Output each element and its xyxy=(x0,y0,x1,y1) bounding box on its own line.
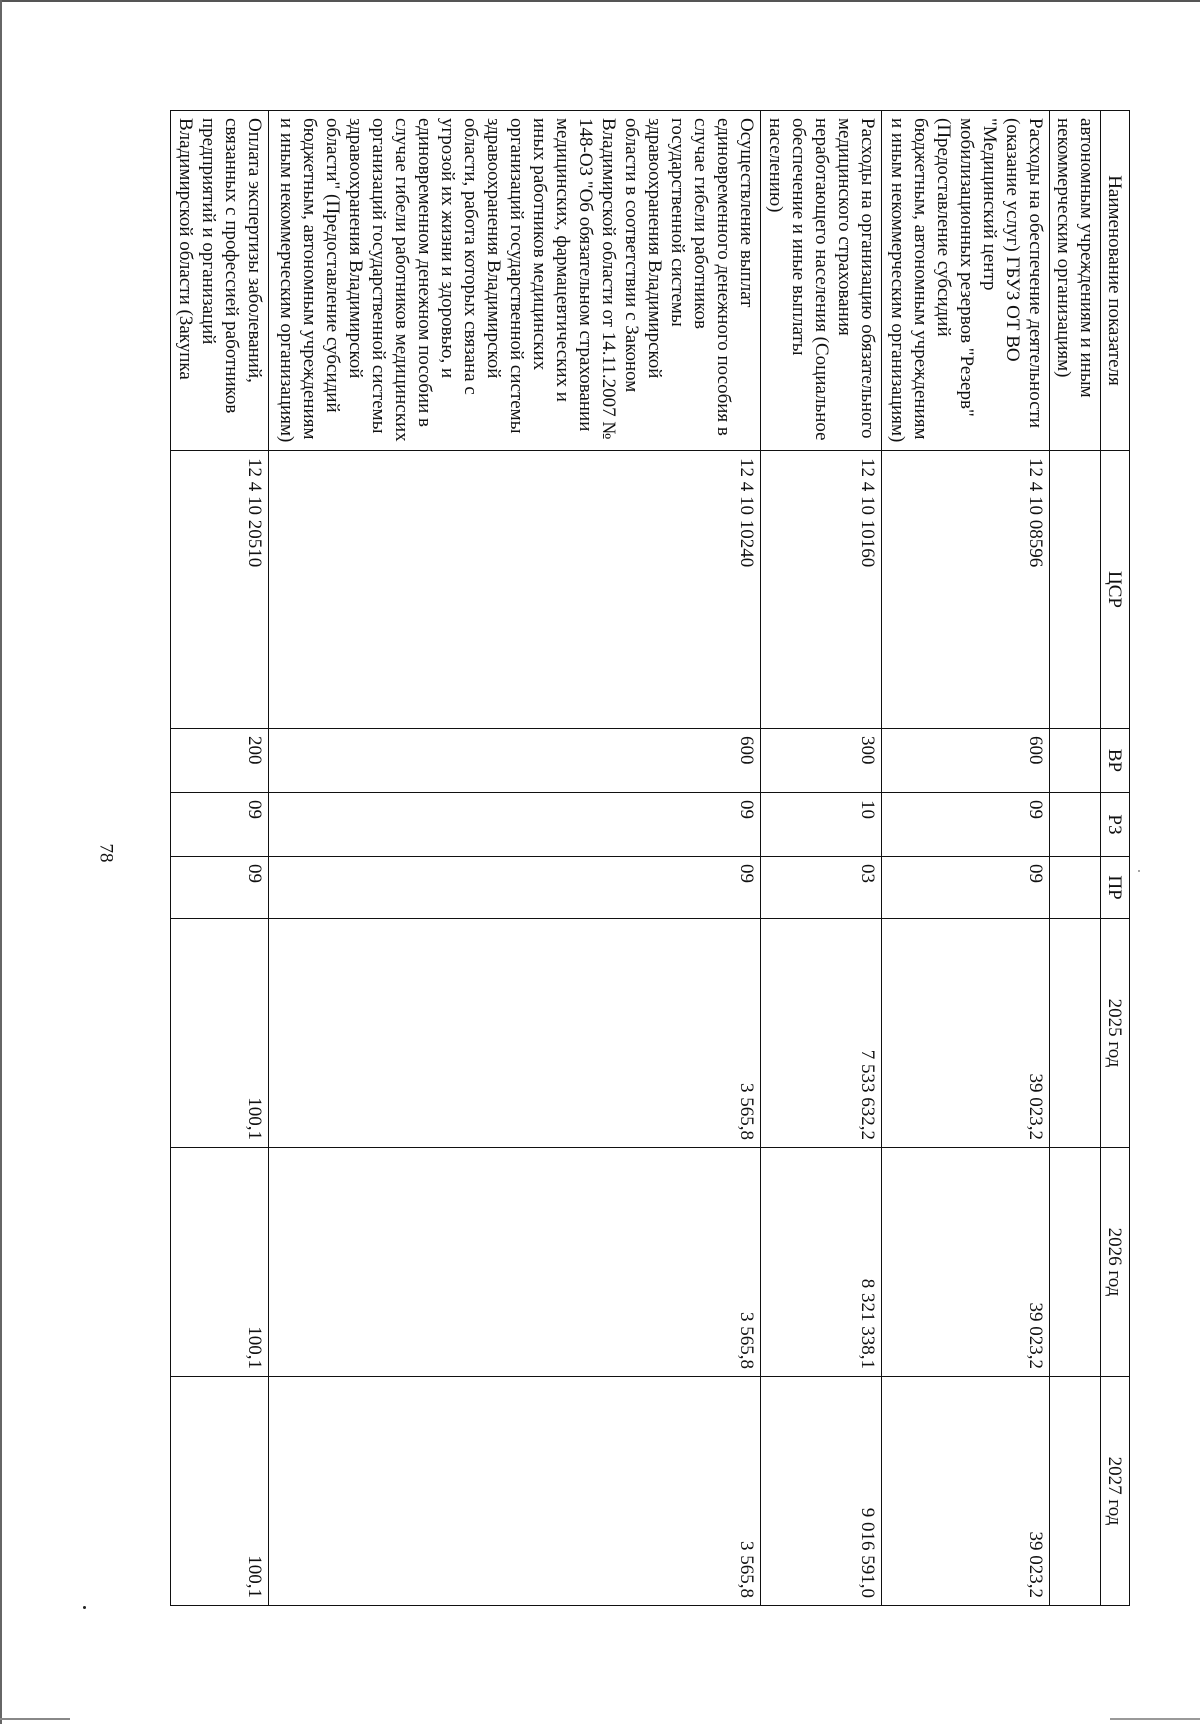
row-pr: 09 xyxy=(882,857,1049,919)
row-pr: 09 xyxy=(268,857,760,919)
row-rz: 09 xyxy=(268,793,760,857)
row-rz: 09 xyxy=(882,793,1049,857)
page-number: 78 xyxy=(95,843,117,863)
row-csr: 12 4 10 10160 xyxy=(761,451,882,729)
row-2025: 3 565,8 xyxy=(268,919,760,1148)
budget-table xyxy=(170,110,1130,1606)
row-rz: 09 xyxy=(171,793,269,857)
row-vr: 600 xyxy=(268,729,760,793)
row-2025: 7 533 632,2 xyxy=(761,919,882,1148)
row-name: Оплата экспертизы заболеваний, связанных с профессией работников предприятий и организаций Владимирской области (Закупка xyxy=(171,111,269,451)
row-name: автономным учреждениям и иным некоммерческим организациям) xyxy=(1049,111,1100,451)
row-2026 xyxy=(1049,1148,1100,1377)
row-csr: 12 4 10 20510 xyxy=(171,451,269,729)
row-2025 xyxy=(1049,919,1100,1148)
header-csr: ЦСР xyxy=(1101,451,1130,729)
row-vr: 200 xyxy=(171,729,269,793)
table-row xyxy=(882,111,1049,1606)
scan-edge-left xyxy=(0,0,2,1724)
row-vr: 300 xyxy=(761,729,882,793)
row-2027 xyxy=(1049,1377,1100,1606)
row-vr xyxy=(1049,729,1100,793)
table-row xyxy=(761,111,882,1606)
row-pr xyxy=(1049,857,1100,919)
rotated-table xyxy=(170,110,1130,1605)
row-2027: 39 023,2 xyxy=(882,1377,1049,1606)
scan-speck xyxy=(1138,870,1140,872)
row-pr: 03 xyxy=(761,857,882,919)
row-2025: 100,1 xyxy=(171,919,269,1148)
row-2026: 100,1 xyxy=(171,1148,269,1377)
row-2027: 9 016 591,0 xyxy=(761,1377,882,1606)
scan-edge-top xyxy=(0,0,1200,2)
row-csr: 12 4 10 08596 xyxy=(882,451,1049,729)
header-2027: 2027 год xyxy=(1101,1377,1130,1606)
table-row xyxy=(1049,111,1100,1606)
row-2026: 39 023,2 xyxy=(882,1148,1049,1377)
row-2027: 3 565,8 xyxy=(268,1377,760,1606)
table-row xyxy=(268,111,760,1606)
scan-edge-bottom-right xyxy=(1110,1718,1200,1720)
row-rz: 10 xyxy=(761,793,882,857)
row-2027: 100,1 xyxy=(171,1377,269,1606)
table-row xyxy=(171,111,269,1606)
row-csr xyxy=(1049,451,1100,729)
header-pr: ПР xyxy=(1101,857,1130,919)
row-2025: 39 023,2 xyxy=(882,919,1049,1148)
header-rz: РЗ xyxy=(1101,793,1130,857)
row-name: Расходы на организацию обязательного медицинского страхования неработающего населения (Социальное обеспечение и иные выплаты населению) xyxy=(761,111,882,451)
row-name: Расходы на обеспечение деятельности (оказание услуг) ГБУЗ ОТ ВО "Медицинский центр мобилизационных резервов "Резерв" (Предоставление субсидий бюджетным, автономным учреждениям и иным некоммерческим организациям) xyxy=(882,111,1049,451)
header-vr: ВР xyxy=(1101,729,1130,793)
header-2025: 2025 год xyxy=(1101,919,1130,1148)
row-name: Осуществление выплат единовременного денежного пособия в случае гибели работников государственной системы здравоохранения Владимирской области в соответствии с Законом Владимирской области от 14.11.2007 № 148-ОЗ "Об обязательном страховании медицинских, фармацевтических и иных работников медицинских организаций государственной системы здравоохранения Владимирской области, работа которых связана с угрозой их жизни и здоровью, и единовременном денежном пособии в случае гибели работников медицинских организаций государственной системы здравоохранения Владимирской области" (Предоставление субсидий бюджетным, автономным учреждениям и иным некоммерческим организациям) xyxy=(268,111,760,451)
scan-speck xyxy=(83,1606,86,1609)
row-rz xyxy=(1049,793,1100,857)
row-vr: 600 xyxy=(882,729,1049,793)
scan-edge-bottom-left xyxy=(0,1718,70,1720)
table-header-row xyxy=(1101,111,1130,1606)
header-2026: 2026 год xyxy=(1101,1148,1130,1377)
header-name: Наименование показателя xyxy=(1101,111,1130,451)
row-pr: 09 xyxy=(171,857,269,919)
row-2026: 3 565,8 xyxy=(268,1148,760,1377)
row-2026: 8 321 338,1 xyxy=(761,1148,882,1377)
row-csr: 12 4 10 10240 xyxy=(268,451,760,729)
